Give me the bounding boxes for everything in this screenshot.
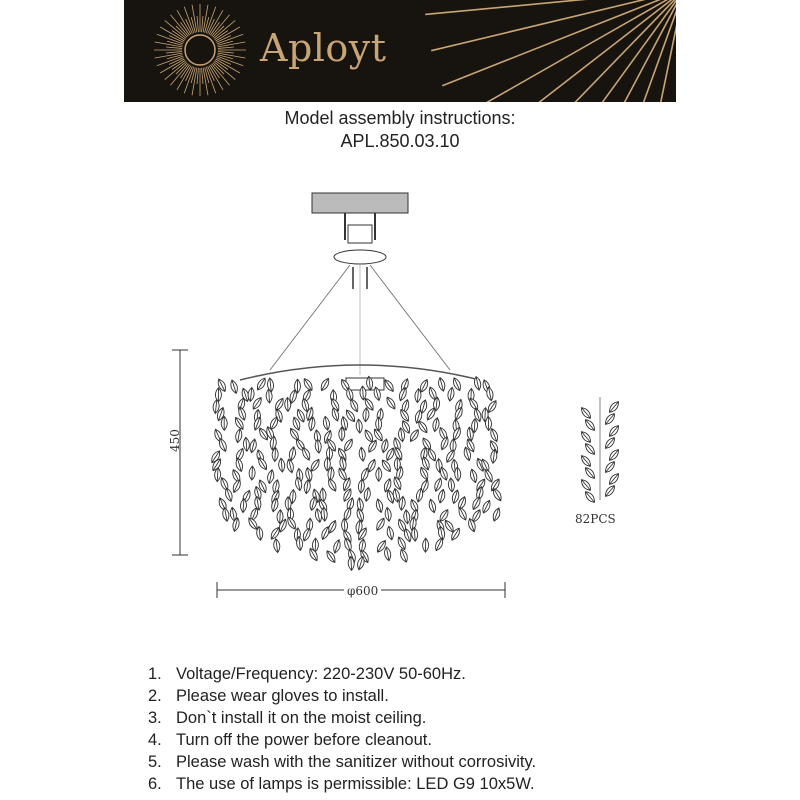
list-item: 6. The use of lamps is permissible: LED G9 10x5W. (148, 775, 535, 793)
ceiling-canopy (312, 193, 408, 213)
diameter-label: φ600 (344, 584, 381, 598)
brand-banner (124, 0, 676, 102)
sunburst-decoration (124, 0, 676, 102)
list-item: 5. Please wash with the sanitizer without corrosivity. (148, 753, 537, 771)
instruction-list (148, 663, 536, 795)
document-title: Model assembly instructions: (284, 108, 516, 128)
suspension-cable (370, 265, 450, 370)
chandelier-drawing (160, 185, 640, 615)
list-item: 4. Turn off the power before cleanout. (148, 731, 432, 749)
mounting-plate (334, 250, 386, 264)
mounting-bracket (348, 225, 372, 243)
brand-logo: Aployt (260, 26, 387, 70)
suspension-cable (270, 265, 350, 370)
model-number: APL.850.03.10 (340, 131, 460, 151)
list-item: 3. Don`t install it on the moist ceiling. (148, 709, 427, 727)
part-count-label: 82PCS (575, 512, 616, 526)
height-label: 450 (168, 429, 182, 452)
list-item: 2. Please wear gloves to install. (148, 687, 389, 705)
leaf-cluster (209, 376, 503, 571)
list-item: 1. Voltage/Frequency: 220-230V 50-60Hz. (148, 665, 466, 683)
